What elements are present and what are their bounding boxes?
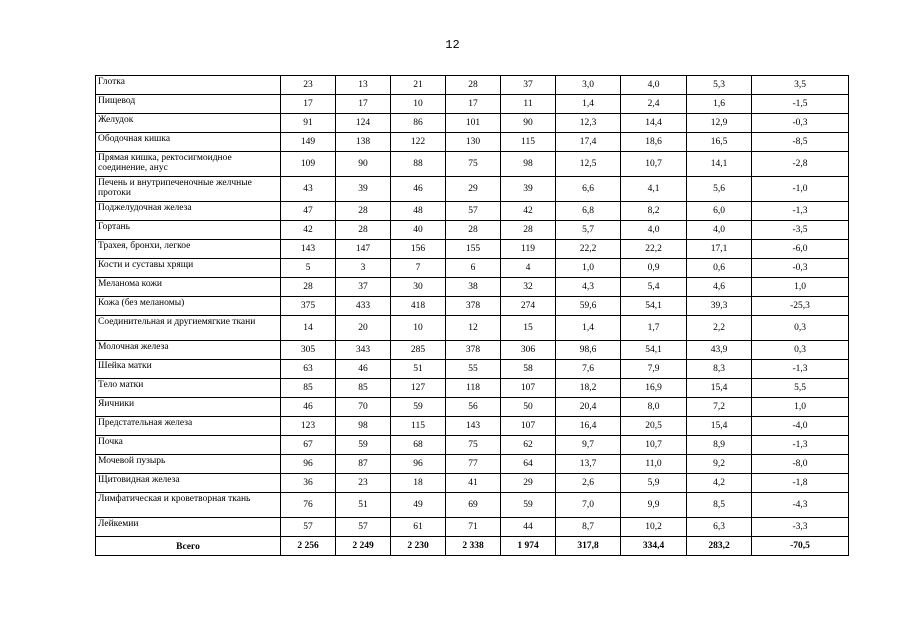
- table-cell: 7,9: [621, 360, 687, 379]
- table-cell: -4,3: [752, 493, 849, 518]
- table-cell: 69: [446, 493, 501, 518]
- table-row: [96, 493, 849, 518]
- table-cell: -4,0: [752, 417, 849, 436]
- row-label: Прямая кишка, ректосигмоидное соединение, анус: [96, 152, 281, 177]
- table-cell: 28: [336, 221, 391, 240]
- table-cell: 17: [336, 95, 391, 114]
- table-cell: 107: [501, 417, 556, 436]
- table-cell: 42: [501, 202, 556, 221]
- table-cell: 46: [336, 360, 391, 379]
- table-row: [96, 297, 849, 316]
- row-label: Соединительная и другиемягкие ткани: [96, 316, 281, 341]
- table-cell: 85: [336, 379, 391, 398]
- table-cell: 4,0: [687, 221, 752, 240]
- table-cell: 2,4: [621, 95, 687, 114]
- table-cell: 3,5: [752, 76, 849, 95]
- table-cell: 90: [336, 152, 391, 177]
- table-cell: 14: [281, 316, 336, 341]
- row-label: Почка: [96, 436, 281, 455]
- table-cell: 50: [501, 398, 556, 417]
- table-cell: 87: [336, 455, 391, 474]
- table-cell: 433: [336, 297, 391, 316]
- table-cell: 274: [501, 297, 556, 316]
- table-cell: -3,3: [752, 518, 849, 537]
- row-label: Тело матки: [96, 379, 281, 398]
- table-cell: 28: [281, 278, 336, 297]
- table-cell: -8,0: [752, 455, 849, 474]
- table-cell: 4,3: [556, 278, 621, 297]
- table-cell: 85: [281, 379, 336, 398]
- table-cell: -8,5: [752, 133, 849, 152]
- total-row: [96, 537, 849, 556]
- table-cell: 5,5: [752, 379, 849, 398]
- table-cell: 16,9: [621, 379, 687, 398]
- table-cell: 1,0: [752, 398, 849, 417]
- table-cell: 5,6: [687, 177, 752, 202]
- table-cell: 1,6: [687, 95, 752, 114]
- row-label: Меланома кожи: [96, 278, 281, 297]
- table-cell: 98: [336, 417, 391, 436]
- table-cell: 156: [391, 240, 446, 259]
- table-row: [96, 455, 849, 474]
- table-cell: 115: [391, 417, 446, 436]
- row-label: Желудок: [96, 114, 281, 133]
- table-cell: 10,2: [621, 518, 687, 537]
- table-cell: 130: [446, 133, 501, 152]
- table-cell: 75: [446, 436, 501, 455]
- table-cell: 59: [501, 493, 556, 518]
- table-cell: -25,3: [752, 297, 849, 316]
- table-cell: 71: [446, 518, 501, 537]
- table-cell: 4,2: [687, 474, 752, 493]
- table-cell: 63: [281, 360, 336, 379]
- table-cell: 101: [446, 114, 501, 133]
- table-cell: 51: [391, 360, 446, 379]
- table-cell: 86: [391, 114, 446, 133]
- table-cell: 147: [336, 240, 391, 259]
- table-cell: 54,1: [621, 297, 687, 316]
- table-row: [96, 436, 849, 455]
- table-cell: 28: [446, 221, 501, 240]
- table-row: [96, 398, 849, 417]
- table-row: [96, 133, 849, 152]
- row-label: Пищевод: [96, 95, 281, 114]
- table-cell: 37: [336, 278, 391, 297]
- table-cell: 30: [391, 278, 446, 297]
- table-cell: 4: [501, 259, 556, 278]
- table-cell: 119: [501, 240, 556, 259]
- table-row: [96, 360, 849, 379]
- table-cell: 15,4: [687, 417, 752, 436]
- table-cell: 67: [281, 436, 336, 455]
- row-label: Предстательная железа: [96, 417, 281, 436]
- table-cell: 6,8: [556, 202, 621, 221]
- table-cell: 123: [281, 417, 336, 436]
- table-cell: 11,0: [621, 455, 687, 474]
- table-cell: 305: [281, 341, 336, 360]
- table-cell: 4,1: [621, 177, 687, 202]
- table-cell: 55: [446, 360, 501, 379]
- table-cell: 58: [501, 360, 556, 379]
- row-label: Лейкемии: [96, 518, 281, 537]
- table-cell: 54,1: [621, 341, 687, 360]
- table-row: [96, 379, 849, 398]
- table-cell: -1,3: [752, 436, 849, 455]
- table-cell: 10: [391, 95, 446, 114]
- table-cell: 20: [336, 316, 391, 341]
- table-cell: 20,5: [621, 417, 687, 436]
- table-cell: 61: [391, 518, 446, 537]
- table-cell: 46: [391, 177, 446, 202]
- row-label: Мочевой пузырь: [96, 455, 281, 474]
- table-cell: 2,6: [556, 474, 621, 493]
- total-cell: 2 249: [336, 537, 391, 556]
- table-cell: 48: [391, 202, 446, 221]
- table-row: [96, 152, 849, 177]
- table-cell: 143: [281, 240, 336, 259]
- table-cell: -1,3: [752, 202, 849, 221]
- table-cell: 70: [336, 398, 391, 417]
- table-cell: -1,3: [752, 360, 849, 379]
- table-cell: 5,3: [687, 76, 752, 95]
- table-cell: 7: [391, 259, 446, 278]
- table-cell: 47: [281, 202, 336, 221]
- table-cell: 64: [501, 455, 556, 474]
- table-cell: 59: [391, 398, 446, 417]
- row-label: Глотка: [96, 76, 281, 95]
- total-label: Всего: [96, 537, 281, 556]
- table-cell: 17: [446, 95, 501, 114]
- table-cell: 28: [446, 76, 501, 95]
- table-cell: -2,8: [752, 152, 849, 177]
- table-cell: 8,0: [621, 398, 687, 417]
- table-cell: 29: [446, 177, 501, 202]
- table-cell: -1,8: [752, 474, 849, 493]
- table-cell: 3,0: [556, 76, 621, 95]
- table-cell: -1,5: [752, 95, 849, 114]
- table-cell: 37: [501, 76, 556, 95]
- table-cell: 18: [391, 474, 446, 493]
- table-cell: 88: [391, 152, 446, 177]
- table-cell: 32: [501, 278, 556, 297]
- total-cell: 1 974: [501, 537, 556, 556]
- table-cell: 43: [281, 177, 336, 202]
- table-cell: 7,0: [556, 493, 621, 518]
- statistics-table: [95, 75, 849, 556]
- table-cell: 375: [281, 297, 336, 316]
- table-cell: -3,5: [752, 221, 849, 240]
- table-cell: 118: [446, 379, 501, 398]
- table-row: [96, 278, 849, 297]
- table-cell: 8,9: [687, 436, 752, 455]
- table-cell: 343: [336, 341, 391, 360]
- table-row: [96, 221, 849, 240]
- table-cell: 36: [281, 474, 336, 493]
- table-row: [96, 202, 849, 221]
- table-cell: 0,3: [752, 341, 849, 360]
- table-cell: 4,6: [687, 278, 752, 297]
- table-row: [96, 177, 849, 202]
- table-cell: 17,4: [556, 133, 621, 152]
- table-body: [96, 76, 849, 556]
- table-cell: 143: [446, 417, 501, 436]
- table-cell: 9,2: [687, 455, 752, 474]
- table-cell: 4,0: [621, 221, 687, 240]
- table-cell: 8,5: [687, 493, 752, 518]
- table-cell: 1,0: [752, 278, 849, 297]
- total-cell: 283,2: [687, 537, 752, 556]
- table-cell: 124: [336, 114, 391, 133]
- table-cell: -0,3: [752, 114, 849, 133]
- table-cell: 1,0: [556, 259, 621, 278]
- table-cell: 13,7: [556, 455, 621, 474]
- table-cell: 57: [281, 518, 336, 537]
- table-cell: 43,9: [687, 341, 752, 360]
- row-label: Трахея, бронхи, легкое: [96, 240, 281, 259]
- table-row: [96, 417, 849, 436]
- table-cell: 28: [336, 202, 391, 221]
- table-cell: 17: [281, 95, 336, 114]
- table-cell: 15: [501, 316, 556, 341]
- table-cell: 28: [501, 221, 556, 240]
- table-cell: -1,0: [752, 177, 849, 202]
- table-cell: 14,1: [687, 152, 752, 177]
- table-cell: 5,7: [556, 221, 621, 240]
- table-cell: 96: [391, 455, 446, 474]
- table-cell: 68: [391, 436, 446, 455]
- table-cell: 155: [446, 240, 501, 259]
- table-cell: 49: [391, 493, 446, 518]
- table-cell: 5,4: [621, 278, 687, 297]
- table-cell: 5,9: [621, 474, 687, 493]
- table-cell: 17,1: [687, 240, 752, 259]
- table-cell: 8,3: [687, 360, 752, 379]
- table-cell: 40: [391, 221, 446, 240]
- table-cell: 39: [501, 177, 556, 202]
- table-row: [96, 76, 849, 95]
- table-cell: 96: [281, 455, 336, 474]
- row-label: Щитовидная железа: [96, 474, 281, 493]
- table-row: [96, 114, 849, 133]
- table-cell: 378: [446, 341, 501, 360]
- table-cell: 0,6: [687, 259, 752, 278]
- total-cell: 317,8: [556, 537, 621, 556]
- table-cell: 10,7: [621, 152, 687, 177]
- table-cell: 15,4: [687, 379, 752, 398]
- table-cell: 11: [501, 95, 556, 114]
- row-label: Печень и внутрипеченочные желчные протоки: [96, 177, 281, 202]
- table-cell: 46: [281, 398, 336, 417]
- table-cell: 10: [391, 316, 446, 341]
- table-cell: 138: [336, 133, 391, 152]
- table-cell: 22,2: [556, 240, 621, 259]
- table-cell: 59,6: [556, 297, 621, 316]
- table-cell: 62: [501, 436, 556, 455]
- total-cell: -70,5: [752, 537, 849, 556]
- table-cell: 8,2: [621, 202, 687, 221]
- table-cell: 12,3: [556, 114, 621, 133]
- table-cell: 23: [281, 76, 336, 95]
- table-cell: 1,4: [556, 95, 621, 114]
- table-cell: 122: [391, 133, 446, 152]
- table-cell: 44: [501, 518, 556, 537]
- table-cell: 306: [501, 341, 556, 360]
- table-cell: 12: [446, 316, 501, 341]
- table-cell: 418: [391, 297, 446, 316]
- table-cell: 5: [281, 259, 336, 278]
- table-cell: 8,7: [556, 518, 621, 537]
- table-row: [96, 518, 849, 537]
- total-cell: 2 230: [391, 537, 446, 556]
- total-cell: 2 256: [281, 537, 336, 556]
- table-cell: 98,6: [556, 341, 621, 360]
- table-cell: 378: [446, 297, 501, 316]
- table-cell: -0,3: [752, 259, 849, 278]
- table-cell: 91: [281, 114, 336, 133]
- table-cell: 6,0: [687, 202, 752, 221]
- table-cell: 21: [391, 76, 446, 95]
- table-cell: 0,9: [621, 259, 687, 278]
- table-cell: 9,9: [621, 493, 687, 518]
- table-row: [96, 474, 849, 493]
- table-cell: 56: [446, 398, 501, 417]
- table-cell: 149: [281, 133, 336, 152]
- table-cell: 107: [501, 379, 556, 398]
- table-row: [96, 259, 849, 278]
- table-cell: 76: [281, 493, 336, 518]
- table-cell: 51: [336, 493, 391, 518]
- table-cell: 57: [446, 202, 501, 221]
- table-cell: 0,3: [752, 316, 849, 341]
- total-cell: 2 338: [446, 537, 501, 556]
- table-cell: 12,5: [556, 152, 621, 177]
- table-cell: 42: [281, 221, 336, 240]
- table-cell: 115: [501, 133, 556, 152]
- row-label: Молочная железа: [96, 341, 281, 360]
- row-label: Яичники: [96, 398, 281, 417]
- table-cell: 6: [446, 259, 501, 278]
- table-cell: 14,4: [621, 114, 687, 133]
- table-cell: 23: [336, 474, 391, 493]
- table-cell: 6,3: [687, 518, 752, 537]
- table-cell: 4,0: [621, 76, 687, 95]
- table-cell: 16,4: [556, 417, 621, 436]
- row-label: Гортань: [96, 221, 281, 240]
- table-row: [96, 316, 849, 341]
- table-cell: 75: [446, 152, 501, 177]
- table-cell: 41: [446, 474, 501, 493]
- row-label: Лимфатическая и кроветворная ткань: [96, 493, 281, 518]
- table-cell: 3: [336, 259, 391, 278]
- table-cell: 1,7: [621, 316, 687, 341]
- table-cell: 22,2: [621, 240, 687, 259]
- table-row: [96, 341, 849, 360]
- table-cell: -6,0: [752, 240, 849, 259]
- table-cell: 98: [501, 152, 556, 177]
- table-cell: 7,6: [556, 360, 621, 379]
- table-cell: 7,2: [687, 398, 752, 417]
- table-cell: 1,4: [556, 316, 621, 341]
- table-row: [96, 95, 849, 114]
- table-cell: 127: [391, 379, 446, 398]
- table-cell: 10,7: [621, 436, 687, 455]
- table-cell: 90: [501, 114, 556, 133]
- total-cell: 334,4: [621, 537, 687, 556]
- page-number: 12: [445, 38, 460, 52]
- table-cell: 18,6: [621, 133, 687, 152]
- table-cell: 18,2: [556, 379, 621, 398]
- table-cell: 13: [336, 76, 391, 95]
- table-cell: 16,5: [687, 133, 752, 152]
- table-cell: 20,4: [556, 398, 621, 417]
- table-cell: 9,7: [556, 436, 621, 455]
- table-cell: 29: [501, 474, 556, 493]
- table-cell: 109: [281, 152, 336, 177]
- table-cell: 6,6: [556, 177, 621, 202]
- table-cell: 38: [446, 278, 501, 297]
- row-label: Кожа (без меланомы): [96, 297, 281, 316]
- table-cell: 12,9: [687, 114, 752, 133]
- table-cell: 2,2: [687, 316, 752, 341]
- row-label: Ободочная кишка: [96, 133, 281, 152]
- table-cell: 39,3: [687, 297, 752, 316]
- table-cell: 59: [336, 436, 391, 455]
- row-label: Шейка матки: [96, 360, 281, 379]
- table-cell: 39: [336, 177, 391, 202]
- row-label: Кости и суставы хрящи: [96, 259, 281, 278]
- table-cell: 57: [336, 518, 391, 537]
- table-cell: 285: [391, 341, 446, 360]
- table-row: [96, 240, 849, 259]
- row-label: Поджелудочная железа: [96, 202, 281, 221]
- table-cell: 77: [446, 455, 501, 474]
